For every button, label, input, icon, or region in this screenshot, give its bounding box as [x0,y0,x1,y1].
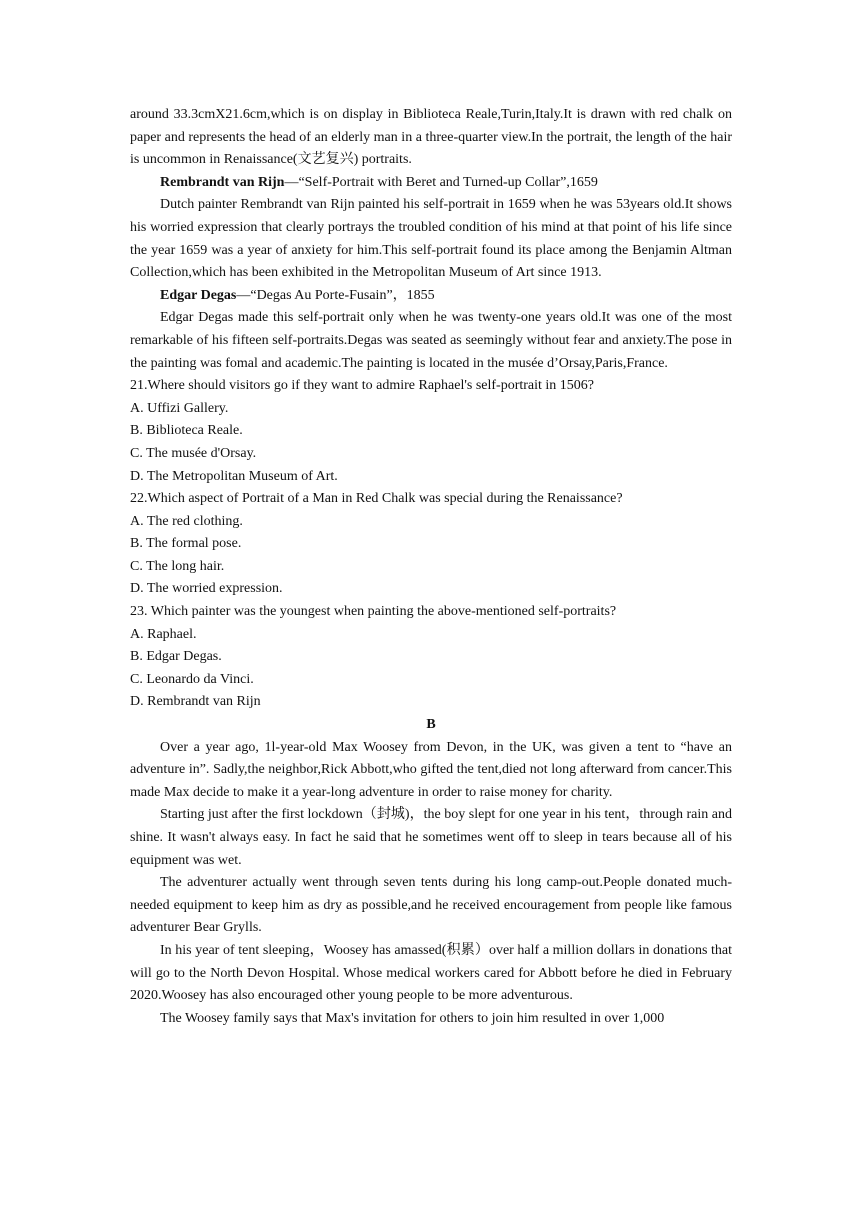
option-b[interactable]: B. Biblioteca Reale. [130,423,243,439]
option-b[interactable]: B. Edgar Degas. [130,649,222,665]
degas-paragraph: Edgar Degas made this self-portrait only when he was twenty-one years old.It was one of the most remarkable of his fifteen self-portraits.Degas was seated as seemingly without fear and anxiety.The pose in the painting was fomal and academic.The painting is located in the musée d’Orsay,Paris,France. [130,310,732,371]
passage-b-paragraph: Starting just after the first lockdown（封城)，the boy slept for one year in his tent，through rain and shine. It wasn't always easy. In fact he said that he sometimes went off to sleep in tears because all of his equipment was wet. [130,807,732,868]
option-c[interactable]: C. The musée d'Orsay. [130,445,257,461]
question-stem: 22.Which aspect of Portrait of a Man in Red Chalk was special during the Renaissance? [130,491,623,507]
question-22 [130,488,732,601]
question-23 [130,601,732,714]
passage-b-paragraph: In his year of tent sleeping，Woosey has amassed(积累）over half a million dollars in donations that will go to the North Devon Hospital. Whose medical workers cared for Abbott before he died in February 2020.Woosey has also encouraged other young people to be more adventurous. [130,942,732,1004]
option-d[interactable]: D. The worried expression. [130,581,283,597]
degas-name: Edgar Degas [160,287,237,303]
rembrandt-title: —“Self-Portrait with Beret and Turned-up Collar”,1659 [284,174,598,190]
option-d[interactable]: D. Rembrandt van Rijn [130,694,261,710]
section-heading-b: B [426,717,436,733]
option-b[interactable]: B. The formal pose. [130,536,242,552]
rembrandt-heading [130,172,732,195]
option-c[interactable]: C. Leonardo da Vinci. [130,671,254,687]
passage-b-paragraph: The Woosey family says that Max's invitation for others to join him resulted in over 1,000 [160,1010,665,1026]
question-stem: 23. Which painter was the youngest when painting the above-mentioned self-portraits? [130,604,617,620]
option-c[interactable]: C. The long hair. [130,558,225,574]
question-stem: 21.Where should visitors go if they want to admire Raphael's self-portrait in 1506? [130,378,595,394]
option-a[interactable]: A. Uffizi Gallery. [130,400,229,416]
passage-b-paragraph: Over a year ago, 1l-year-old Max Woosey from Devon, in the UK, was given a tent to “have an adventure in”. Sadly,the neighbor,Rick Abbott,who gifted the tent,died not long afterward from cancer.This made Max decide to make it a year-long adventure in order to raise money for charity. [130,739,732,800]
degas-heading [130,285,732,308]
option-a[interactable]: A. Raphael. [130,626,197,642]
option-a[interactable]: A. The red clothing. [130,513,243,529]
rembrandt-name: Rembrandt van Rijn [160,174,285,190]
leonardo-paragraph-tail: around 33.3cmX21.6cm,which is on display in Biblioteca Reale,Turin,Italy.It is drawn with red chalk on paper and represents the head of an elderly man in a three-quarter view.In the portrait, the length of the hair is uncommon in Renaissance(文艺复兴) portraits. [130,107,732,168]
passage-b-paragraph: The adventurer actually went through seven tents during his long camp-out.People donated much-needed equipment to keep him as dry as possible,and he received encouragement from people like famous adventurer Bear Grylls. [130,875,732,936]
option-d[interactable]: D. The Metropolitan Museum of Art. [130,468,338,484]
rembrandt-paragraph: Dutch painter Rembrandt van Rijn painted his self-portrait in 1659 when he was 53years old.It shows his worried expression that clearly portrays the troubled condition of his mind at that point of his life since the year 1659 was a year of anxiety for him.This self-portrait found its place among the Benjamin Altman Collection,which has been exhibited in the Metropolitan Museum of Art since 1913. [130,197,732,281]
exam-page [130,104,732,1030]
degas-title: —“Degas Au Porte-Fusain”，1855 [236,287,435,303]
question-21 [130,375,732,488]
